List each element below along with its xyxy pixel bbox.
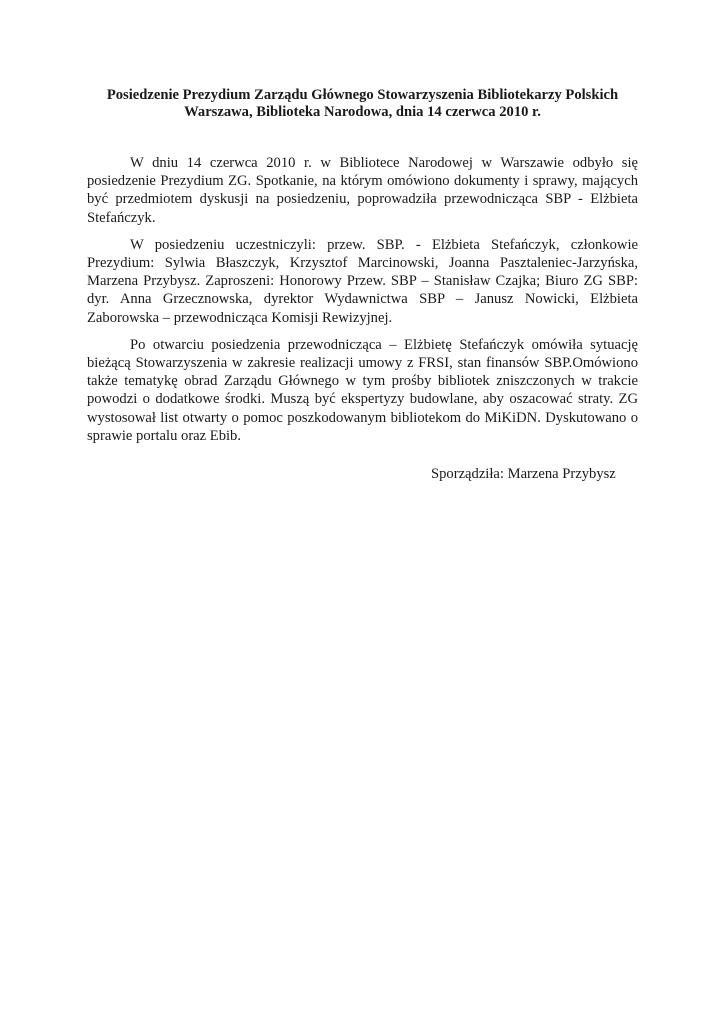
paragraph-meeting-intro: W dniu 14 czerwca 2010 r. w Bibliotece Narodowej w Warszawie odbyło się posiedzenie Prezydium ZG. Spotkanie, na którym omówiono dokumenty i sprawy, mających być przedmiotem dyskusji na posiedzeniu, poprowadziła przewodnicząca SBP - Elżbieta Stefańczyk. xyxy=(87,155,638,226)
document-heading xyxy=(87,87,638,121)
document-page xyxy=(87,87,638,482)
signature: Sporządziła: Marzena Przybysz xyxy=(431,466,616,482)
document-body xyxy=(87,154,638,445)
paragraph-discussion: Po otwarciu posiedzenia przewodnicząca – Elżbietę Stefańczyk omówiła sytuację bieżącą Stowarzyszenia w zakresie realizacji umowy z FRSI, stan finansów SBP.Omówiono także tematykę obrad Zarządu Głównego w tym prośby bibliotek zniszczonych w trakcie powodzi o dodatkowe środki. Muszą być ekspertyzy budowlane, aby oszacować straty. ZG wystosował list otwarty o pomoc poszkodowanym bibliotekom do MiKiDN. Dyskutowano o sprawie portalu oraz Ebib. xyxy=(87,336,638,444)
paragraph-participants: W posiedzeniu uczestniczyli: przew. SBP. - Elżbieta Stefańczyk, członkowie Prezydium: Sylwia Błaszczyk, Krzysztof Marcinowski, Joanna Pasztaleniec-Jarzyńska, Marzena Przybysz. Zaproszeni: Honorowy Przew. SBP – Stanisław Czajka; Biuro ZG SBP: dyr. Anna Grzecznowska, dyrektor Wydawnictwa SBP – Janusz Nowicki, Elżbieta Zaborowska – przewodnicząca Komisji Rewizyjnej. xyxy=(87,236,638,326)
document-title: Posiedzenie Prezydium Zarządu Głównego Stowarzyszenia Bibliotekarzy Polskich xyxy=(106,87,619,103)
document-place-date: Warszawa, Biblioteka Narodowa, dnia 14 czerwca 2010 r. xyxy=(184,104,541,120)
